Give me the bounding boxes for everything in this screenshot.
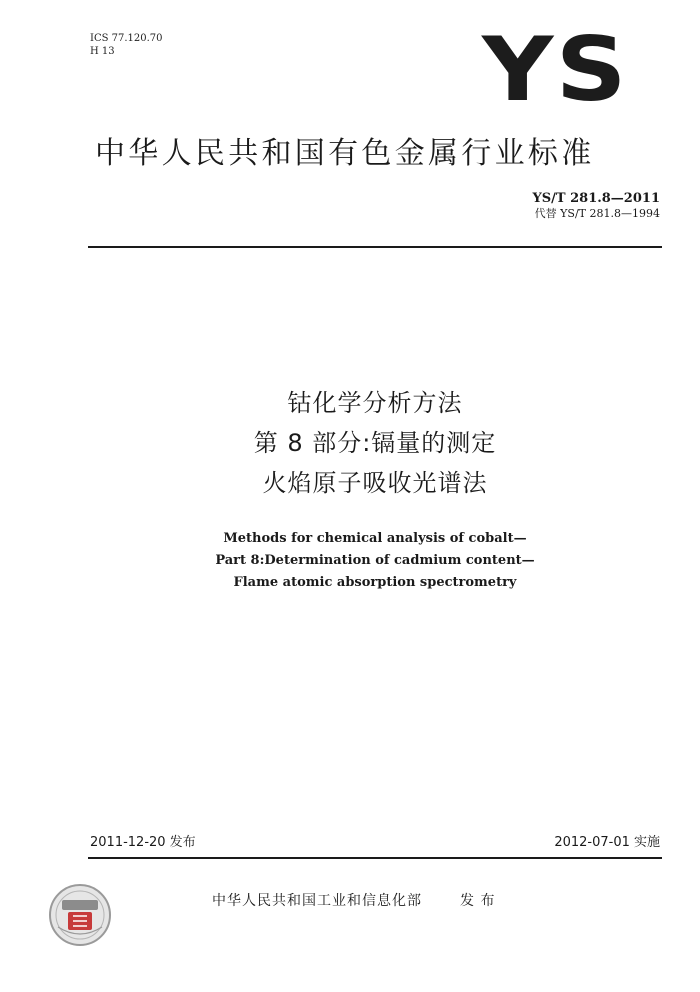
bottom-divider xyxy=(88,857,662,859)
issuer-name: 中华人民共和国工业和信息化部 xyxy=(212,893,422,909)
standard-number: YS/T 281.8—2011 xyxy=(532,191,660,206)
ics-code: ICS 77.120.70 xyxy=(90,33,163,44)
anti-counterfeit-seal-icon xyxy=(48,883,112,947)
standard-codes xyxy=(532,191,660,221)
implement-date: 2012-07-01 实施 xyxy=(554,835,660,850)
ys-logo: YS xyxy=(482,18,629,121)
classification-codes xyxy=(90,32,163,58)
cn-title-line-2: 第 8 部分:镉量的测定 xyxy=(253,429,497,457)
top-divider xyxy=(88,246,662,248)
cn-title-line-1: 钴化学分析方法 xyxy=(287,389,463,417)
en-title-line-3: Flame atomic absorption spectrometry xyxy=(233,575,517,590)
issuer-action: 发 布 xyxy=(460,893,496,909)
cn-title-line-3: 火焰原子吸收光谱法 xyxy=(262,469,488,497)
en-title-line-2: Part 8:Determination of cadmium content— xyxy=(215,553,535,568)
ccs-code: H 13 xyxy=(90,46,115,57)
english-title-block xyxy=(0,528,700,594)
issuing-authority xyxy=(212,892,495,910)
en-title-line-1: Methods for chemical analysis of cobalt— xyxy=(223,531,527,546)
chinese-title-block xyxy=(0,383,700,503)
replaced-standard: 代替 YS/T 281.8—1994 xyxy=(534,207,660,220)
standard-category-title: 中华人民共和国有色金属行业标准 xyxy=(95,136,595,171)
issue-date: 2011-12-20 发布 xyxy=(90,835,196,850)
